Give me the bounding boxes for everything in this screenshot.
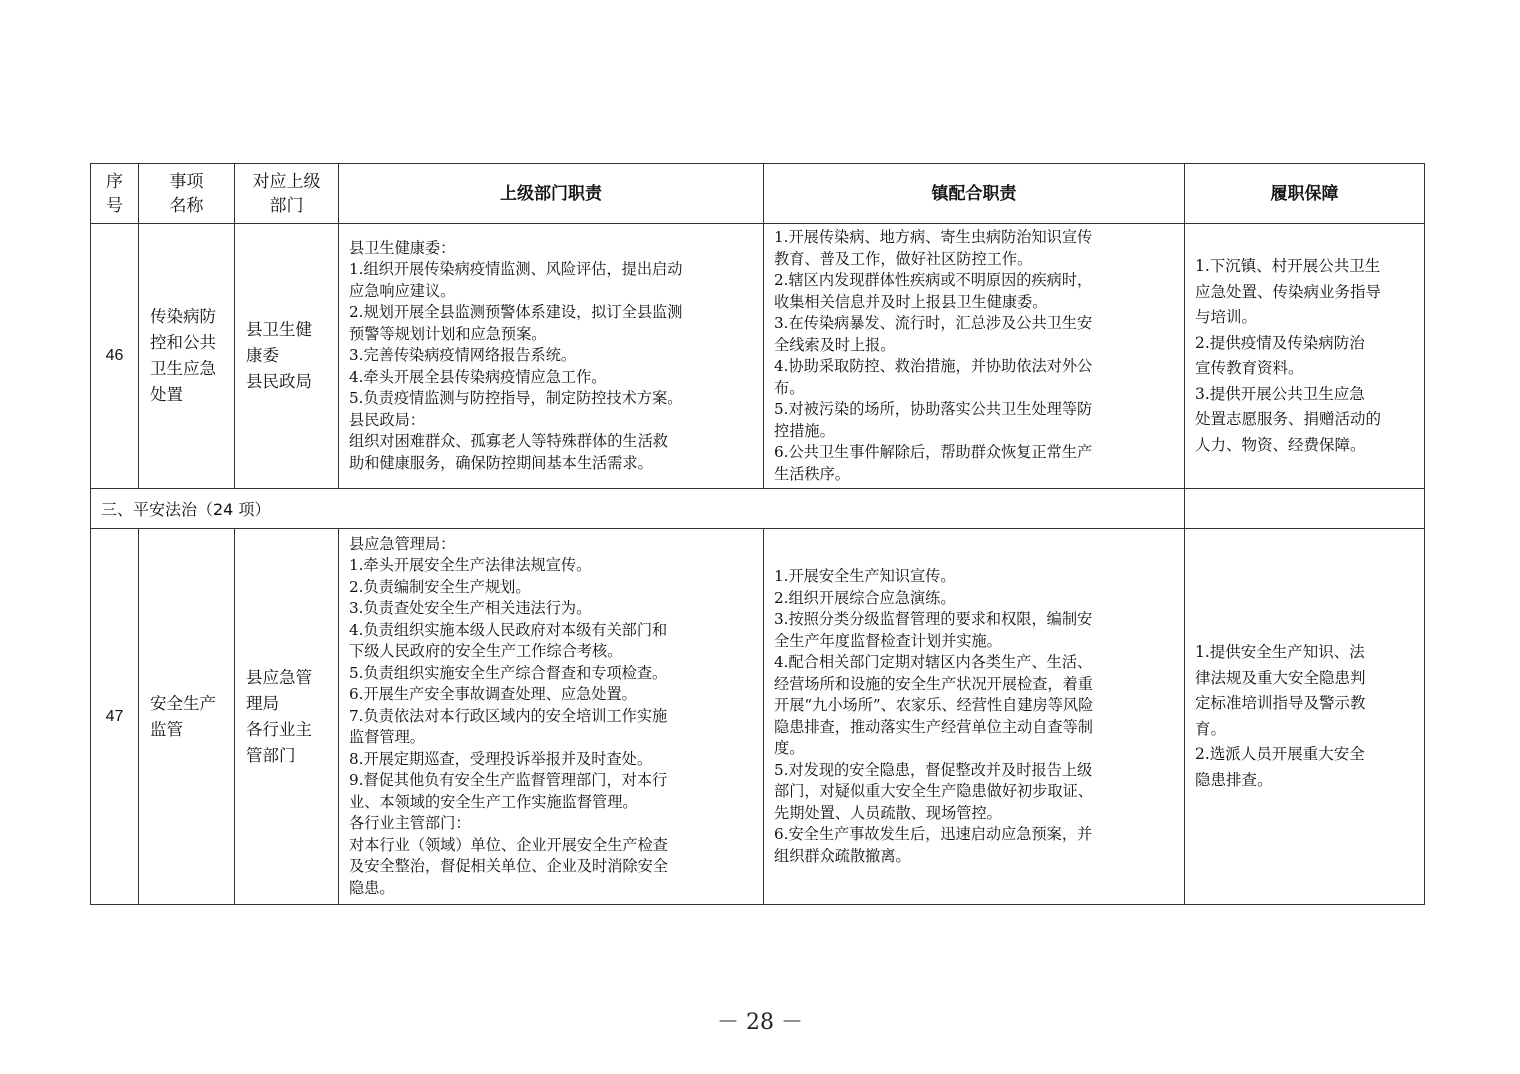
header-upper-dept	[235, 164, 339, 224]
guarantee-line: 1.下沉镇、村开展公共卫生	[1195, 257, 1381, 275]
item-name	[139, 224, 235, 489]
item-name-line: 传染病防	[150, 307, 216, 326]
header-item-name	[139, 164, 235, 224]
duty-line: 8.开展定期巡查，受理投诉举报并及时查处。	[349, 749, 653, 768]
duty-line: 6.开展生产安全事故调查处理、应急处置。	[349, 685, 637, 704]
duty-line: 3.负责查处安全生产相关违法行为。	[349, 599, 592, 618]
header-item-name-line1: 事项	[169, 171, 204, 192]
section-empty-cell	[1185, 489, 1425, 529]
guarantee-line: 处置志愿服务、捐赠活动的	[1195, 410, 1382, 428]
duty-line: 1.牵头开展安全生产法律法规宣传。	[349, 556, 592, 575]
header-index-line2: 号	[106, 195, 123, 216]
duty-line: 各行业主管部门：	[349, 814, 471, 833]
duty-line: 5.对发现的安全隐患，督促整改并及时报告上级	[774, 760, 1093, 779]
duty-line: 4.配合相关部门定期对辖区内各类生产、生活、	[774, 653, 1093, 671]
upper-dept-line: 管部门	[246, 745, 296, 765]
guarantee	[1185, 529, 1425, 905]
duty-line: 1.开展安全生产知识宣传。	[774, 567, 956, 585]
duty-line: 2.组织开展综合应急演练。	[774, 588, 956, 607]
duty-line: 监督管理。	[349, 728, 425, 747]
duty-line: 2.辖区内发现群体性疾病或不明原因的疾病时，	[774, 271, 1093, 289]
duty-line: 4.牵头开展全县传染病疫情应急工作。	[349, 367, 607, 386]
duty-line: 开展“九小场所”、农家乐、经营性自建房等风险	[774, 696, 1094, 714]
duty-line: 2.规划开展全县监测预警体系建设，拟订全县监测	[349, 303, 683, 322]
table-header-row	[91, 164, 1425, 224]
duty-line: 布。	[774, 378, 805, 397]
duty-line: 助和健康服务，确保防控期间基本生活需求。	[349, 453, 653, 472]
guarantee-line: 隐患排查。	[1195, 770, 1273, 789]
duty-line: 先期处置、人员疏散、现场管控。	[774, 803, 1002, 822]
duty-line: 3.完善传染病疫情网络报告系统。	[349, 346, 577, 365]
town-duties	[764, 224, 1185, 489]
upper-dept-line: 理局	[246, 693, 279, 713]
upper-dept	[235, 529, 339, 905]
item-name	[139, 529, 235, 905]
guarantee-line: 应急处置、传染病业务指导	[1195, 282, 1382, 301]
duty-line: 9.督促其他负有安全生产监督管理部门，对本行	[349, 771, 668, 790]
section-row	[91, 489, 1425, 529]
duty-line: 6.安全生产事故发生后，迅速启动应急预案，并	[774, 825, 1093, 843]
duty-line: 应急响应建议。	[349, 281, 456, 300]
header-guarantee: 履职保障	[1185, 164, 1425, 224]
duty-line: 控措施。	[774, 421, 835, 440]
guarantee-line: 定标准培训指导及警示教	[1195, 694, 1366, 712]
upper-dept-line: 县卫生健	[246, 320, 312, 339]
duty-line: 1.开展传染病、地方病、寄生虫病防治知识宣传	[774, 228, 1093, 246]
page-number: － 28 －	[717, 1010, 803, 1035]
guarantee-line: 2.选派人员开展重大安全	[1195, 745, 1365, 763]
duty-line: 及安全整治，督促相关单位、企业及时消除安全	[349, 857, 668, 876]
row-number: 47	[91, 529, 139, 905]
duty-line: 组织群众疏散撤离。	[774, 846, 911, 865]
duty-line: 7.负责依法对本行政区域内的安全培训工作实施	[349, 706, 668, 725]
duty-line: 县卫生健康委：	[349, 238, 456, 257]
duty-line: 收集相关信息并及时上报县卫生健康委。	[774, 292, 1048, 311]
upper-dept-line: 县民政局	[246, 372, 312, 391]
header-upper-dept-line2: 部门	[269, 195, 304, 216]
duty-line: 对本行业（领域）单位、企业开展安全生产检查	[349, 835, 668, 854]
item-name-line: 监管	[150, 719, 183, 739]
duty-line: 4.协助采取防控、救治措施，并协助依法对外公	[774, 357, 1093, 375]
duty-line: 县应急管理局：	[349, 534, 456, 553]
duty-line: 隐患。	[349, 878, 395, 897]
guarantee-line: 宣传教育资料。	[1195, 359, 1304, 377]
upper-duties	[339, 529, 764, 905]
item-name-line: 控和公共	[150, 333, 216, 352]
upper-dept-line: 县应急管	[246, 667, 312, 687]
duty-line: 4.负责组织实施本级人民政府对本级有关部门和	[349, 620, 668, 639]
header-item-name-line2: 名称	[169, 195, 204, 216]
duty-line: 生活秩序。	[774, 464, 850, 483]
duty-line: 6.公共卫生事件解除后，帮助群众恢复正常生产	[774, 443, 1093, 461]
town-duties	[764, 529, 1185, 905]
item-name-line: 卫生应急	[150, 359, 216, 378]
duty-line: 业、本领域的安全生产工作实施监督管理。	[349, 792, 638, 811]
duty-line: 5.负责疫情监测与防控指导，制定防控技术方案。	[349, 389, 683, 408]
guarantee-line: 与培训。	[1195, 308, 1258, 326]
duty-line: 1.组织开展传染病疫情监测、风险评估，提出启动	[349, 260, 683, 279]
guarantee-line: 3.提供开展公共卫生应急	[1195, 384, 1365, 403]
guarantee	[1185, 224, 1425, 489]
header-index-line1: 序	[106, 171, 123, 192]
guarantee-line: 人力、物资、经费保障。	[1195, 435, 1366, 454]
guarantee-line: 2.提供疫情及传染病防治	[1195, 333, 1365, 352]
duty-line: 5.对被污染的场所，协助落实公共卫生处理等防	[774, 400, 1093, 418]
duty-line: 下级人民政府的安全生产工作综合考核。	[349, 642, 623, 661]
duty-line: 度。	[774, 739, 805, 757]
upper-dept	[235, 224, 339, 489]
duty-line: 县民政局：	[349, 410, 425, 429]
duty-line: 全生产年度监督检查计划并实施。	[774, 631, 1002, 650]
table-row	[91, 224, 1425, 489]
upper-dept-line: 各行业主	[246, 719, 312, 739]
duty-line: 全线索及时上报。	[774, 335, 896, 354]
section-title: 三、平安法治（24 项）	[91, 489, 1185, 529]
guarantee-line: 育。	[1195, 719, 1227, 738]
header-index	[91, 164, 139, 224]
header-upper-dept-line1: 对应上级	[252, 171, 321, 192]
table-row	[91, 529, 1425, 905]
duty-line: 组织对困难群众、孤寡老人等特殊群体的生活救	[349, 432, 668, 451]
duty-line: 3.在传染病暴发、流行时，汇总涉及公共卫生安	[774, 314, 1093, 332]
duty-line: 教育、普及工作，做好社区防控工作。	[774, 249, 1033, 268]
row-number: 46	[91, 224, 139, 489]
duty-line: 隐患排查，推动落实生产经营单位主动自查等制	[774, 717, 1093, 736]
duty-line: 3.按照分类分级监督管理的要求和权限，编制安	[774, 610, 1093, 628]
duty-line: 部门，对疑似重大安全生产隐患做好初步取证、	[774, 782, 1093, 800]
guarantee-line: 律法规及重大安全隐患判	[1195, 668, 1366, 687]
header-town-duties: 镇配合职责	[764, 164, 1185, 224]
guarantee-line: 1.提供安全生产知识、法	[1195, 643, 1365, 661]
duty-line: 经营场所和设施的安全生产状况开展检查，着重	[774, 674, 1093, 693]
duty-line: 5.负责组织实施安全生产综合督查和专项检查。	[349, 663, 668, 682]
duty-line: 2.负责编制安全生产规划。	[349, 577, 531, 596]
duty-line: 预警等规划计划和应急预案。	[349, 324, 547, 343]
duty-table	[90, 163, 1425, 905]
item-name-line: 安全生产	[150, 693, 216, 713]
upper-dept-line: 康委	[246, 346, 279, 365]
header-upper-duties: 上级部门职责	[339, 164, 764, 224]
upper-duties	[339, 224, 764, 489]
item-name-line: 处置	[150, 385, 183, 404]
